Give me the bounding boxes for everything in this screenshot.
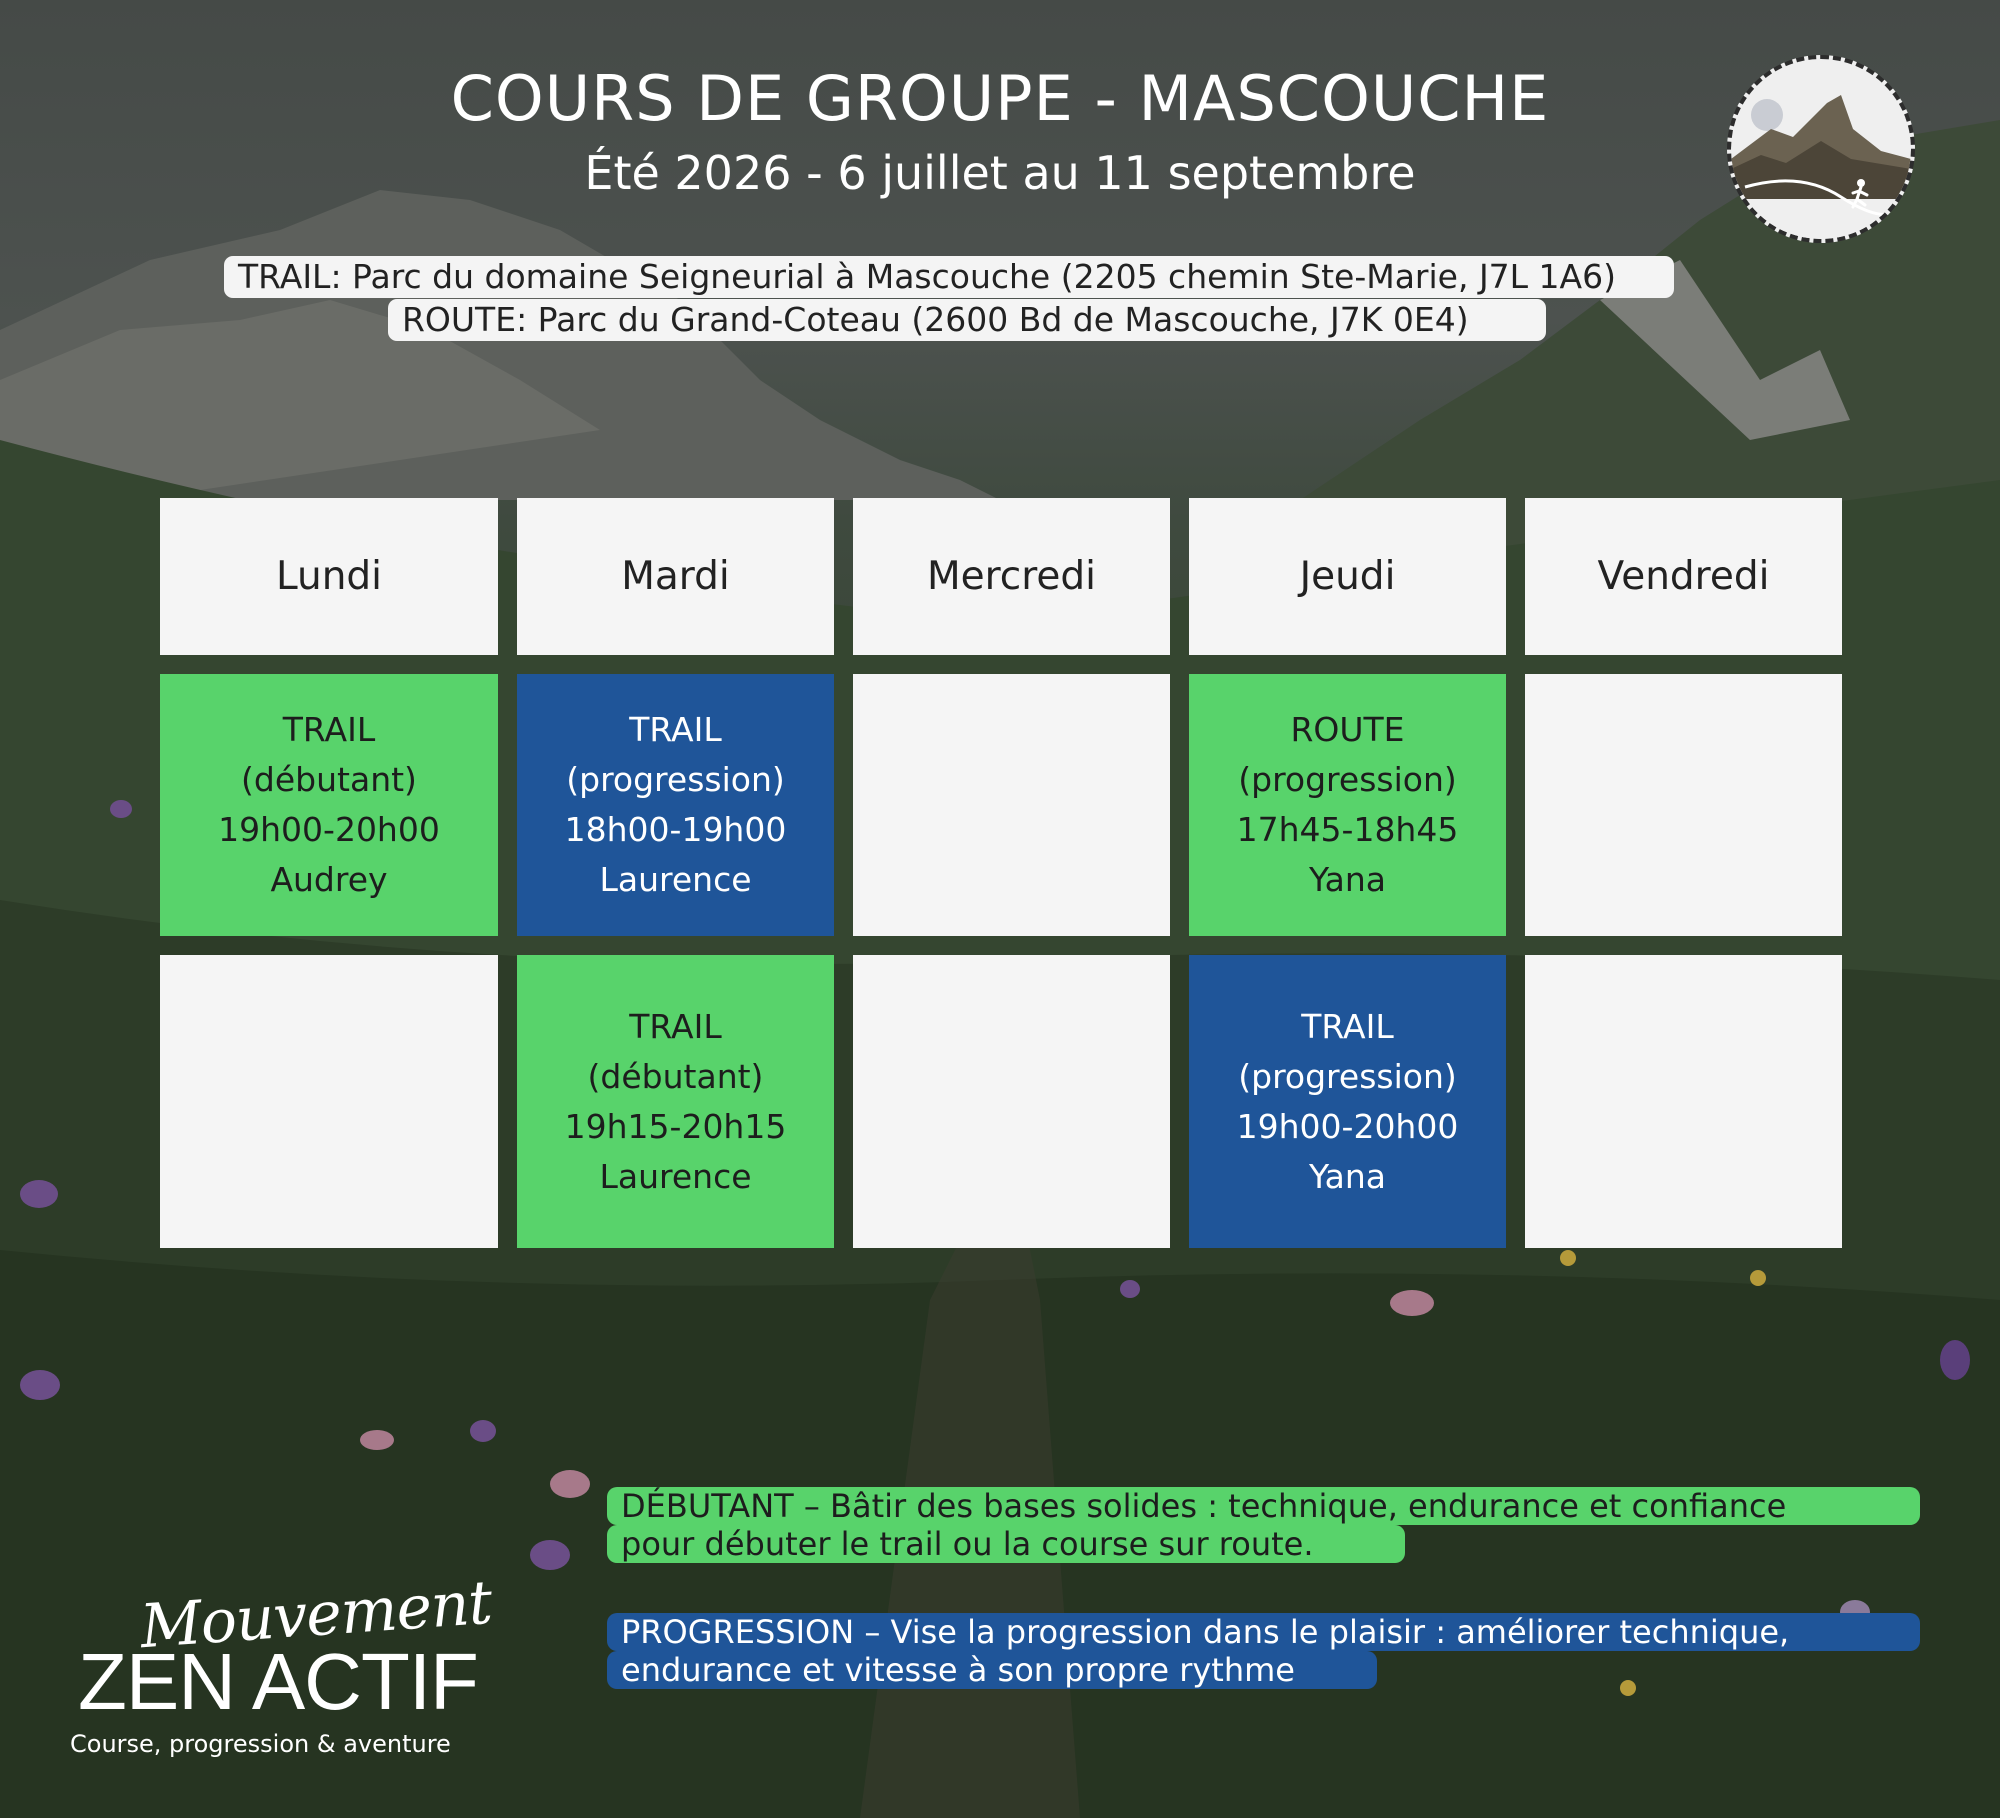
legend-debutant-line2: pour débuter le trail ou la course sur route. bbox=[607, 1525, 1405, 1563]
class-time: 19h00-20h00 bbox=[218, 810, 440, 849]
flower-decoration bbox=[110, 800, 132, 818]
page-subtitle: Été 2026 - 6 juillet au 11 septembre bbox=[584, 146, 1416, 200]
class-coach: Audrey bbox=[270, 860, 388, 899]
empty-slot-mercredi-2 bbox=[853, 955, 1170, 1248]
empty-slot-mercredi-1 bbox=[853, 674, 1170, 936]
legend-progression-line1: PROGRESSION – Vise la progression dans le plaisir : améliorer technique, bbox=[607, 1613, 1920, 1651]
day-header-vendredi: Vendredi bbox=[1525, 498, 1842, 655]
class-time: 18h00-19h00 bbox=[564, 810, 787, 849]
class-level: (progression) bbox=[1238, 1056, 1457, 1096]
flower-decoration bbox=[1750, 1270, 1766, 1286]
empty-slot-vendredi-1 bbox=[1525, 674, 1842, 936]
class-coach: Yana bbox=[1309, 860, 1386, 899]
mountain-runner-icon bbox=[1727, 55, 1915, 243]
class-level: (débutant) bbox=[587, 1056, 764, 1096]
flower-decoration bbox=[1940, 1340, 1970, 1380]
brand-script: Mouvement bbox=[137, 1567, 494, 1663]
flower-decoration bbox=[20, 1370, 60, 1400]
flower-decoration bbox=[360, 1430, 394, 1450]
flower-decoration bbox=[1390, 1290, 1434, 1316]
class-level: (débutant) bbox=[241, 760, 417, 799]
day-header-lundi: Lundi bbox=[160, 498, 498, 655]
day-header-mercredi: Mercredi bbox=[853, 498, 1170, 655]
flower-decoration bbox=[550, 1470, 590, 1498]
flower-decoration bbox=[1620, 1680, 1636, 1696]
flower-decoration bbox=[530, 1540, 570, 1570]
flower-decoration bbox=[1120, 1280, 1140, 1298]
page-title: COURS DE GROUPE - MASCOUCHE bbox=[450, 62, 1550, 135]
class-slot-jeudi-1 bbox=[1189, 674, 1506, 936]
empty-slot-lundi-2 bbox=[160, 955, 498, 1248]
brand-logo bbox=[70, 1567, 510, 1770]
class-time: 19h00-20h00 bbox=[1236, 1106, 1459, 1146]
legend-progression-line2: endurance et vitesse à son propre rythme bbox=[607, 1651, 1377, 1689]
class-time: 19h15-20h15 bbox=[564, 1106, 787, 1146]
flower-decoration bbox=[470, 1420, 496, 1442]
class-slot-lundi-1 bbox=[160, 674, 498, 936]
brand-tagline: Course, progression & aventure bbox=[70, 1730, 451, 1758]
class-coach: Yana bbox=[1309, 1156, 1386, 1196]
class-level: (progression) bbox=[566, 760, 785, 799]
class-level: (progression) bbox=[1238, 760, 1457, 799]
legend-debutant-line1: DÉBUTANT – Bâtir des bases solides : technique, endurance et confiance bbox=[607, 1487, 1920, 1525]
class-coach: Laurence bbox=[599, 1156, 752, 1196]
class-time: 17h45-18h45 bbox=[1236, 810, 1459, 849]
empty-slot-vendredi-2 bbox=[1525, 955, 1842, 1248]
day-header-mardi: Mardi bbox=[517, 498, 834, 655]
class-coach: Laurence bbox=[599, 860, 752, 899]
class-slot-mardi-2 bbox=[517, 955, 834, 1248]
class-type: TRAIL bbox=[282, 710, 376, 749]
class-type: TRAIL bbox=[629, 1006, 722, 1046]
flower-decoration bbox=[20, 1180, 58, 1208]
class-type: ROUTE bbox=[1290, 710, 1405, 749]
class-slot-mardi-1 bbox=[517, 674, 834, 936]
flower-decoration bbox=[1560, 1250, 1576, 1266]
day-header-jeudi: Jeudi bbox=[1189, 498, 1506, 655]
class-slot-jeudi-2 bbox=[1189, 955, 1506, 1248]
class-type: TRAIL bbox=[629, 710, 722, 749]
route-location: ROUTE: Parc du Grand-Coteau (2600 Bd de Mascouche, J7K 0E4) bbox=[388, 299, 1546, 341]
brand-name: ZEN ACTIF bbox=[78, 1637, 478, 1726]
class-type: TRAIL bbox=[1301, 1006, 1394, 1046]
trail-location: TRAIL: Parc du domaine Seigneurial à Mascouche (2205 chemin Ste-Marie, J7L 1A6) bbox=[224, 256, 1674, 298]
